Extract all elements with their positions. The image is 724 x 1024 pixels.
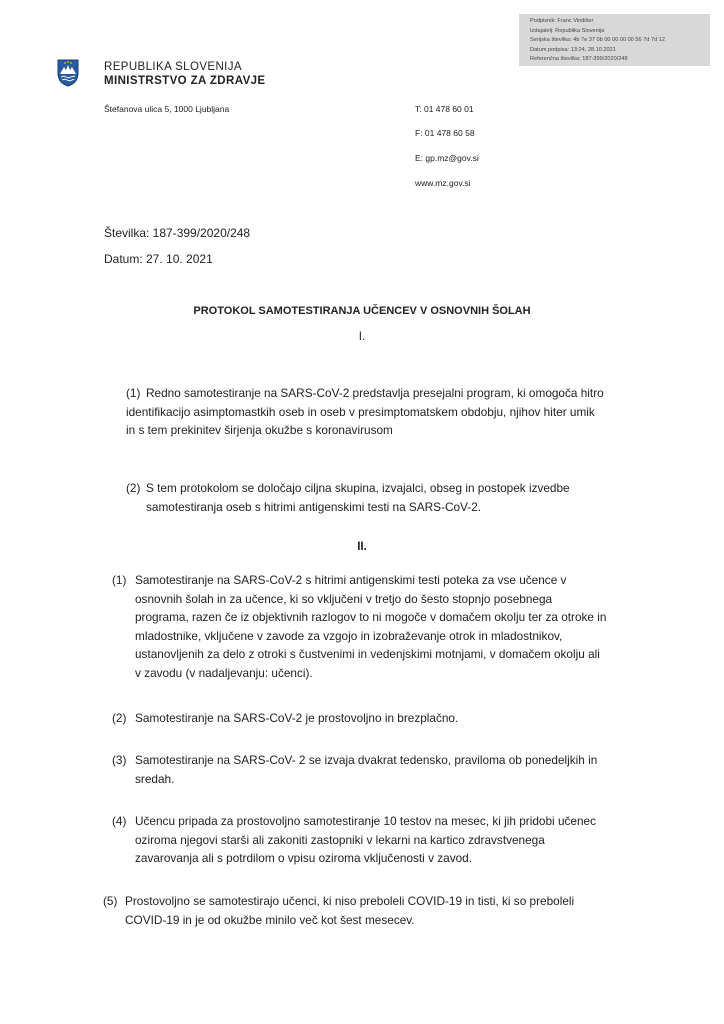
section2-paragraph-2 xyxy=(112,709,620,729)
section-heading-1: I. xyxy=(358,331,366,343)
fax: F: 01 478 60 58 xyxy=(415,128,475,138)
reference-date: Datum: 27. 10. 2021 xyxy=(104,252,213,266)
signature-signer: Podpisnik: Franc Vindišer xyxy=(530,18,594,24)
paragraph-number: (3) xyxy=(112,753,127,767)
signature-date: Datum podpisa: 13:24, 28.10.2021 xyxy=(530,46,616,53)
email[interactable]: E: gp.mz@gov.si xyxy=(415,153,479,163)
paragraph-line: zavarovanja ali s potrdilom o vpisu oziroma vključenosti v zavod. xyxy=(135,851,473,866)
paragraph-line: Samotestiranje na SARS-CoV-2 je prostovoljno in brezplačno. xyxy=(135,711,459,725)
reference-number: Številka: 187-399/2020/248 xyxy=(104,226,251,240)
signature-issuer: Izdajatelj: Republika Slovenija xyxy=(530,27,605,34)
org-line-ministry: MINISTRSTVO ZA ZDRAVJE xyxy=(104,75,266,87)
section2-paragraph-1 xyxy=(112,571,620,686)
paragraph-line: sredah. xyxy=(135,771,175,786)
paragraph-line: Samotestiranje na SARS-CoV- 2 se izvaja dvakrat tedensko, praviloma ob ponedeljkih in xyxy=(135,753,598,767)
paragraph-line: Samotestiranje na SARS-CoV-2 s hitrimi antigenskimi testi poteka za vse učence v xyxy=(135,573,567,587)
section1-paragraph-2 xyxy=(126,479,620,519)
paragraph-line: v zavodu (v nadaljevanju: učenci). xyxy=(135,666,313,680)
document-title: PROTOKOL SAMOTESTIRANJA UČENCEV V OSNOVNIH ŠOLAH xyxy=(193,305,531,317)
paragraph-line: mladostnike, vključene v zavode za vzgojo in izobraževanje otrok in mladostnikov, xyxy=(135,628,563,643)
section2-paragraph-3 xyxy=(112,751,620,791)
signature-serial: Serijska številka: 4b 7e 37 0b 00 00 00 00 56 7d 7d 12 xyxy=(530,37,665,44)
section1-paragraph-1 xyxy=(126,384,620,444)
section-heading-2: II. xyxy=(357,541,367,553)
paragraph-line: in s tem prekinitev širjenja okužbe s koronavirusom xyxy=(126,423,393,438)
paragraph-line: oziroma njegovi starši ali zakoniti zastopniki v lekarni na kartico zdravstvenega xyxy=(135,832,545,847)
paragraph-line: programa, razen če iz objektivnih razlogov to ni mogoče v domačem okolju ter za otroke in xyxy=(135,610,607,625)
paragraph-number: (2) xyxy=(126,481,141,495)
digital-signature-box xyxy=(519,14,710,66)
paragraph-number: (1) xyxy=(126,386,141,400)
paragraph-line: samotestiranja oseb s hitrimi antigenskimi testi na SARS-CoV-2. xyxy=(146,499,482,514)
paragraph-line: S tem protokolom se določajo ciljna skupina, izvajalci, obseg in postopek izvedbe xyxy=(146,481,570,495)
paragraph-line: COVID-19 in je od okužbe minilo več kot šest mesecev. xyxy=(125,912,415,927)
paragraph-number: (2) xyxy=(112,711,127,725)
signature-reference: Referenčna številka: 187-399/2020/248 xyxy=(530,56,628,63)
paragraph-number: (5) xyxy=(103,894,118,908)
paragraph-line: identifikacijo asimptomastkih oseb in oseb v presimptomatskem obdobju, njihov hiter umik xyxy=(126,404,595,419)
phone: T: 01 478 60 01 xyxy=(415,104,474,114)
paragraph-number: (4) xyxy=(112,814,127,828)
organization-name xyxy=(104,60,266,88)
section2-paragraph-5 xyxy=(103,892,620,932)
paragraph-line: Redno samotestiranje na SARS-CoV-2 predstavlja presejalni program, ki omogoča hitro xyxy=(146,386,604,400)
address: Štefanova ulica 5, 1000 Ljubljana xyxy=(104,104,230,114)
section2-paragraph-4 xyxy=(112,812,620,872)
paragraph-line: Učencu pripada za prostovoljno samotestiranje 10 testov na mesec, ki jih pridobi učenec xyxy=(135,814,596,828)
coat-of-arms-icon xyxy=(57,59,79,87)
website[interactable]: www.mz.gov.si xyxy=(415,178,471,188)
paragraph-line: osnovnih šolah in za učence, ki so vključeni v tretjo do šesto stopnjo posebnega xyxy=(135,591,553,606)
paragraph-line: ustanovljenih za delo z otroki s čustvenimi in vedenjskimi motnjami, v domačem okolju ali xyxy=(135,647,600,662)
paragraph-number: (1) xyxy=(112,573,127,587)
org-line-republic: REPUBLIKA SLOVENIJA xyxy=(104,61,242,73)
paragraph-line: Prostovoljno se samotestirajo učenci, ki niso preboleli COVID-19 in tisti, ki so preboleli xyxy=(125,894,575,908)
